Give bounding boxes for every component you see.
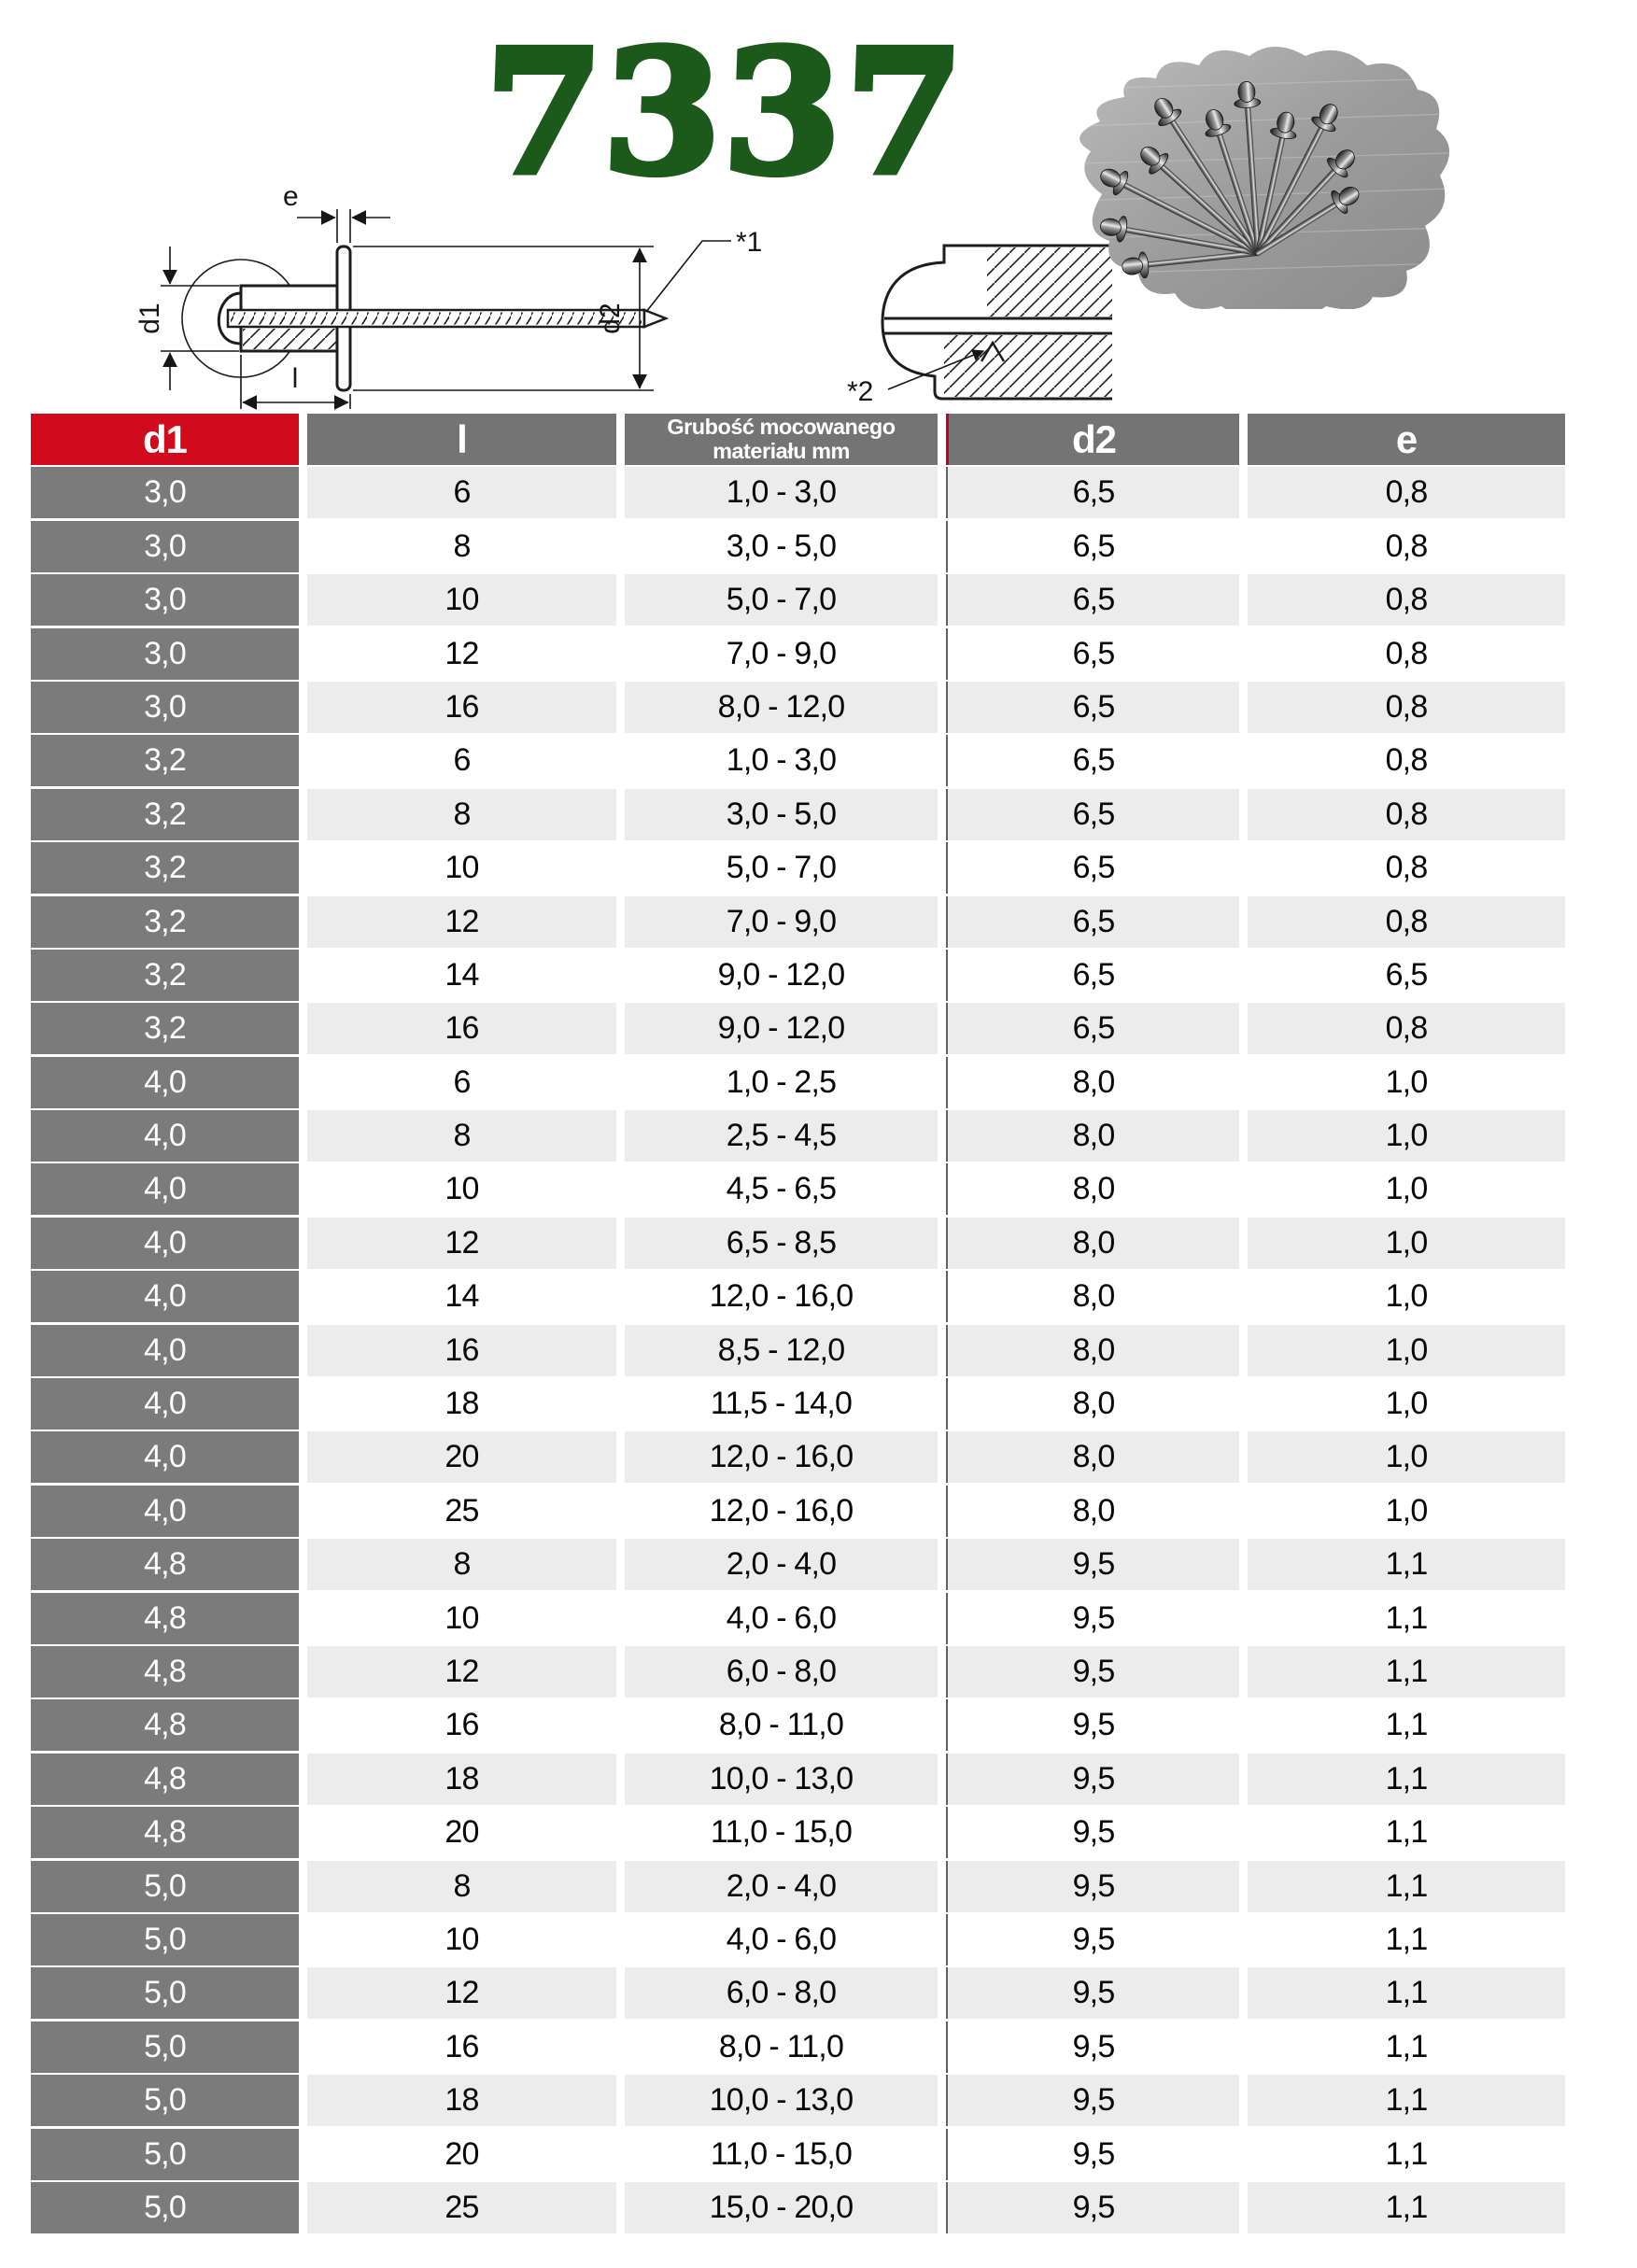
row-cell: 20 [307, 2129, 616, 2180]
row-d1-cell: 4,0 [31, 1163, 299, 1215]
row-cell: 6,5 [946, 628, 1239, 680]
row-cell: 4,0 - 6,0 [625, 1593, 938, 1644]
row-cell: 12 [307, 628, 616, 680]
dim-d2-label: d2 [595, 303, 626, 334]
row-cell: 9,5 [946, 1593, 1239, 1644]
row-cell: 9,5 [946, 1807, 1239, 1858]
dim-l-label: l [291, 363, 299, 394]
row-cell: 12 [307, 1218, 616, 1269]
row-cell: 9,5 [946, 1646, 1239, 1697]
row-d1-cell: 4,8 [31, 1539, 299, 1590]
row-cell: 6,5 [946, 682, 1239, 733]
row-cell: 8 [307, 1539, 616, 1590]
row-d1-cell: 4,0 [31, 1325, 299, 1376]
row-cell: 0,8 [1248, 521, 1565, 572]
row-cell: 3,0 - 5,0 [625, 521, 938, 572]
dim-e-label: e [283, 181, 299, 212]
row-cell: 10 [307, 574, 616, 626]
row-cell: 18 [307, 1378, 616, 1430]
row-cell: 9,5 [946, 2021, 1239, 2073]
row-cell: 6,0 - 8,0 [625, 1646, 938, 1697]
section-hatch-lower [944, 335, 1112, 397]
row-cell: 9,5 [946, 1539, 1239, 1590]
row-cell: 9,5 [946, 2129, 1239, 2180]
row-cell: 8,0 [946, 1163, 1239, 1215]
row-cell: 11,5 - 14,0 [625, 1378, 938, 1430]
row-cell: 16 [307, 682, 616, 733]
row-cell: 6,5 [946, 735, 1239, 786]
row-cell: 1,1 [1248, 1539, 1565, 1590]
row-cell: 0,8 [1248, 574, 1565, 626]
rod-hatching [231, 313, 642, 325]
row-cell: 20 [307, 1807, 616, 1858]
rivets-photo [1048, 24, 1449, 309]
row-cell: 7,0 - 9,0 [625, 896, 938, 948]
row-cell: 8,0 [946, 1486, 1239, 1537]
header-e: e [1248, 414, 1565, 465]
row-cell: 9,5 [946, 1861, 1239, 1912]
row-cell: 6,5 [946, 842, 1239, 894]
row-cell: 1,1 [1248, 1593, 1565, 1644]
row-cell: 10 [307, 842, 616, 894]
body-hatching [243, 329, 336, 349]
row-cell: 5,0 - 7,0 [625, 842, 938, 894]
row-cell: 4,0 - 6,0 [625, 1914, 938, 1965]
row-cell: 8,0 [946, 1218, 1239, 1269]
row-cell: 6 [307, 1057, 616, 1108]
row-cell: 10 [307, 1163, 616, 1215]
row-cell: 1,0 - 3,0 [625, 735, 938, 786]
row-cell: 14 [307, 950, 616, 1001]
row-cell: 8,0 - 12,0 [625, 682, 938, 733]
row-cell: 1,0 [1248, 1218, 1565, 1269]
row-cell: 11,0 - 15,0 [625, 1807, 938, 1858]
row-cell: 6,0 - 8,0 [625, 1967, 938, 2019]
row-cell: 20 [307, 1431, 616, 1483]
row-cell: 18 [307, 1754, 616, 1805]
row-cell: 0,8 [1248, 789, 1565, 840]
row-d1-cell: 5,0 [31, 2129, 299, 2180]
row-cell: 9,5 [946, 1967, 1239, 2019]
row-d1-cell: 3,2 [31, 789, 299, 840]
dim-d1-label: d1 [134, 303, 165, 334]
row-cell: 1,0 - 3,0 [625, 467, 938, 518]
row-cell: 8 [307, 521, 616, 572]
row-d1-cell: 5,0 [31, 1967, 299, 2019]
row-cell: 3,0 - 5,0 [625, 789, 938, 840]
row-cell: 8,0 - 11,0 [625, 2021, 938, 2073]
row-cell: 1,1 [1248, 1967, 1565, 2019]
row-d1-cell: 4,0 [31, 1378, 299, 1430]
row-cell: 16 [307, 1325, 616, 1376]
row-d1-cell: 3,2 [31, 1003, 299, 1054]
row-cell: 5,0 - 7,0 [625, 574, 938, 626]
mandrel-tip [644, 310, 666, 327]
row-cell: 9,5 [946, 1754, 1239, 1805]
row-d1-cell: 5,0 [31, 1914, 299, 1965]
row-d1-cell: 5,0 [31, 2075, 299, 2126]
row-cell: 2,5 - 4,5 [625, 1110, 938, 1162]
row-cell: 2,0 - 4,0 [625, 1861, 938, 1912]
row-cell: 9,0 - 12,0 [625, 1003, 938, 1054]
row-d1-cell: 4,8 [31, 1593, 299, 1644]
row-d1-cell: 5,0 [31, 2021, 299, 2073]
row-d1-cell: 3,0 [31, 682, 299, 733]
header-d2: d2 [946, 414, 1239, 465]
row-cell: 4,5 - 6,5 [625, 1163, 938, 1215]
row-cell: 6 [307, 735, 616, 786]
row-cell: 8 [307, 1861, 616, 1912]
row-cell: 9,5 [946, 1699, 1239, 1751]
din-number-title: 7337 [479, 12, 968, 212]
row-d1-cell: 3,2 [31, 896, 299, 948]
row-cell: 12 [307, 1646, 616, 1697]
row-cell: 1,0 [1248, 1057, 1565, 1108]
row-d1-cell: 3,2 [31, 842, 299, 894]
row-cell: 6,5 [946, 574, 1239, 626]
row-cell: 6,5 [1248, 950, 1565, 1001]
row-cell: 8,0 [946, 1378, 1239, 1430]
row-cell: 16 [307, 2021, 616, 2073]
row-d1-cell: 4,0 [31, 1110, 299, 1162]
row-cell: 8,0 - 11,0 [625, 1699, 938, 1751]
row-cell: 11,0 - 15,0 [625, 2129, 938, 2180]
row-cell: 10,0 - 13,0 [625, 1754, 938, 1805]
row-d1-cell: 4,0 [31, 1486, 299, 1537]
rivet-side-view-drawing [131, 129, 784, 416]
row-cell: 8,0 [946, 1325, 1239, 1376]
row-cell: 1,0 [1248, 1163, 1565, 1215]
row-cell: 0,8 [1248, 842, 1565, 894]
row-cell: 6,5 [946, 1003, 1239, 1054]
row-d1-cell: 3,0 [31, 467, 299, 518]
row-cell: 8 [307, 1110, 616, 1162]
row-d1-cell: 4,8 [31, 1646, 299, 1697]
row-d1-cell: 5,0 [31, 2182, 299, 2233]
row-d1-cell: 3,2 [31, 950, 299, 1001]
row-cell: 18 [307, 2075, 616, 2126]
row-cell: 1,0 [1248, 1110, 1565, 1162]
row-d1-cell: 3,0 [31, 521, 299, 572]
row-cell: 10,0 - 13,0 [625, 2075, 938, 2126]
row-cell: 8,5 - 12,0 [625, 1325, 938, 1376]
row-cell: 12 [307, 896, 616, 948]
row-cell: 16 [307, 1699, 616, 1751]
row-cell: 0,8 [1248, 1003, 1565, 1054]
row-cell: 15,0 - 20,0 [625, 2182, 938, 2233]
header-d1: d1 [31, 414, 299, 465]
row-cell: 1,0 [1248, 1271, 1565, 1322]
note1-label: *1 [736, 227, 763, 258]
row-cell: 1,1 [1248, 1807, 1565, 1858]
spec-table [31, 414, 1565, 2233]
row-cell: 8,0 [946, 1057, 1239, 1108]
row-d1-cell: 4,8 [31, 1699, 299, 1751]
row-d1-cell: 4,0 [31, 1218, 299, 1269]
row-cell: 12,0 - 16,0 [625, 1486, 938, 1537]
row-cell: 6,5 - 8,5 [625, 1218, 938, 1269]
row-cell: 1,1 [1248, 2182, 1565, 2233]
row-cell: 25 [307, 1486, 616, 1537]
row-cell: 12,0 - 16,0 [625, 1431, 938, 1483]
row-cell: 8,0 [946, 1110, 1239, 1162]
row-cell: 6,5 [946, 950, 1239, 1001]
row-d1-cell: 3,0 [31, 628, 299, 680]
row-cell: 0,8 [1248, 682, 1565, 733]
header-grubosc [625, 414, 938, 465]
row-cell: 1,1 [1248, 2129, 1565, 2180]
row-cell: 8,0 [946, 1271, 1239, 1322]
row-cell: 9,5 [946, 2182, 1239, 2233]
row-cell: 6,5 [946, 521, 1239, 572]
row-cell: 14 [307, 1271, 616, 1322]
row-d1-cell: 3,0 [31, 574, 299, 626]
row-cell: 25 [307, 2182, 616, 2233]
header-grubosc-line1: Grubość mocowanego [667, 415, 896, 440]
row-cell: 10 [307, 1914, 616, 1965]
header-grubosc-line2: materiału mm [713, 438, 850, 463]
row-cell: 1,0 - 2,5 [625, 1057, 938, 1108]
row-cell: 7,0 - 9,0 [625, 628, 938, 680]
row-d1-cell: 4,0 [31, 1057, 299, 1108]
row-cell: 6,5 [946, 467, 1239, 518]
row-cell: 8 [307, 789, 616, 840]
row-cell: 6,5 [946, 896, 1239, 948]
row-d1-cell: 4,8 [31, 1754, 299, 1805]
row-cell: 16 [307, 1003, 616, 1054]
row-cell: 1,1 [1248, 1861, 1565, 1912]
row-cell: 12 [307, 1967, 616, 2019]
row-cell: 1,1 [1248, 2075, 1565, 2126]
row-cell: 0,8 [1248, 628, 1565, 680]
row-cell: 1,1 [1248, 1754, 1565, 1805]
row-cell: 0,8 [1248, 467, 1565, 518]
row-cell: 1,1 [1248, 1646, 1565, 1697]
row-d1-cell: 3,2 [31, 735, 299, 786]
row-cell: 8,0 [946, 1431, 1239, 1483]
header-l: l [307, 414, 616, 465]
row-cell: 1,1 [1248, 1914, 1565, 1965]
row-cell: 1,0 [1248, 1378, 1565, 1430]
row-d1-cell: 4,8 [31, 1807, 299, 1858]
row-cell: 12,0 - 16,0 [625, 1271, 938, 1322]
row-d1-cell: 5,0 [31, 1861, 299, 1912]
row-cell: 1,1 [1248, 1699, 1565, 1751]
row-cell: 10 [307, 1593, 616, 1644]
note2-label: *2 [847, 376, 874, 407]
row-d1-cell: 4,0 [31, 1431, 299, 1483]
row-cell: 9,0 - 12,0 [625, 950, 938, 1001]
row-cell: 0,8 [1248, 896, 1565, 948]
row-cell: 6,5 [946, 789, 1239, 840]
row-cell: 6 [307, 467, 616, 518]
row-cell: 1,1 [1248, 2021, 1565, 2073]
row-cell: 1,0 [1248, 1325, 1565, 1376]
row-cell: 1,0 [1248, 1486, 1565, 1537]
row-d1-cell: 4,0 [31, 1271, 299, 1322]
row-cell: 0,8 [1248, 735, 1565, 786]
row-cell: 2,0 - 4,0 [625, 1539, 938, 1590]
row-cell: 9,5 [946, 2075, 1239, 2126]
row-cell: 1,0 [1248, 1431, 1565, 1483]
row-cell: 9,5 [946, 1914, 1239, 1965]
